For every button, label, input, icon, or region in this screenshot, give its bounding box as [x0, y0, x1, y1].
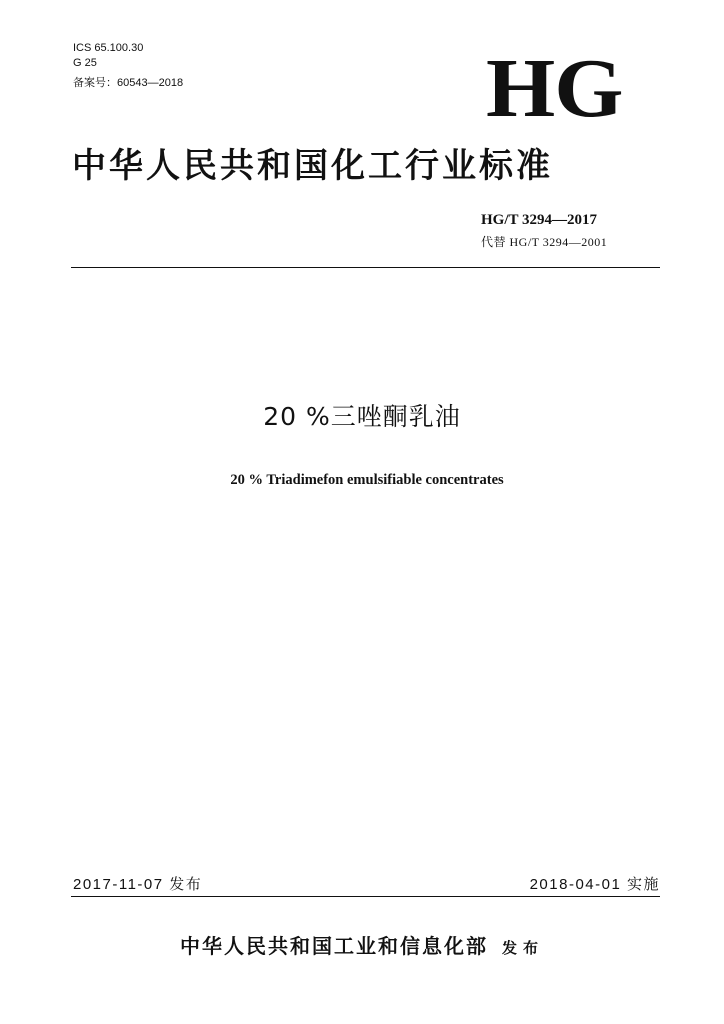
- publisher-action: 发布: [501, 939, 544, 957]
- replaced-standard: 代替 HG/T 3294—2001: [481, 235, 608, 249]
- record-number: 备案号：60543—2018: [73, 77, 184, 89]
- publisher-name: 中华人民共和国工业和信息化部: [179, 934, 488, 958]
- implementation-date: 2018-04-01 实施: [529, 876, 660, 893]
- footer-divider: [71, 896, 660, 897]
- hg-logo: HG: [486, 42, 623, 135]
- standard-category-title: 中华人民共和国化工行业标准: [72, 146, 553, 186]
- header-divider: [71, 267, 660, 268]
- publisher-line: [0, 932, 724, 962]
- document-title-english: 20 % Triadimefon emulsifiable concentrates: [230, 472, 504, 488]
- classification-code: G 25: [73, 57, 97, 69]
- ics-code: ICS 65.100.30: [73, 42, 144, 54]
- standard-number: HG/T 3294—2017: [481, 212, 597, 228]
- issue-date: 2017-11-07 发布: [73, 876, 203, 893]
- document-title-chinese: 20 %三唑酮乳油: [263, 402, 461, 431]
